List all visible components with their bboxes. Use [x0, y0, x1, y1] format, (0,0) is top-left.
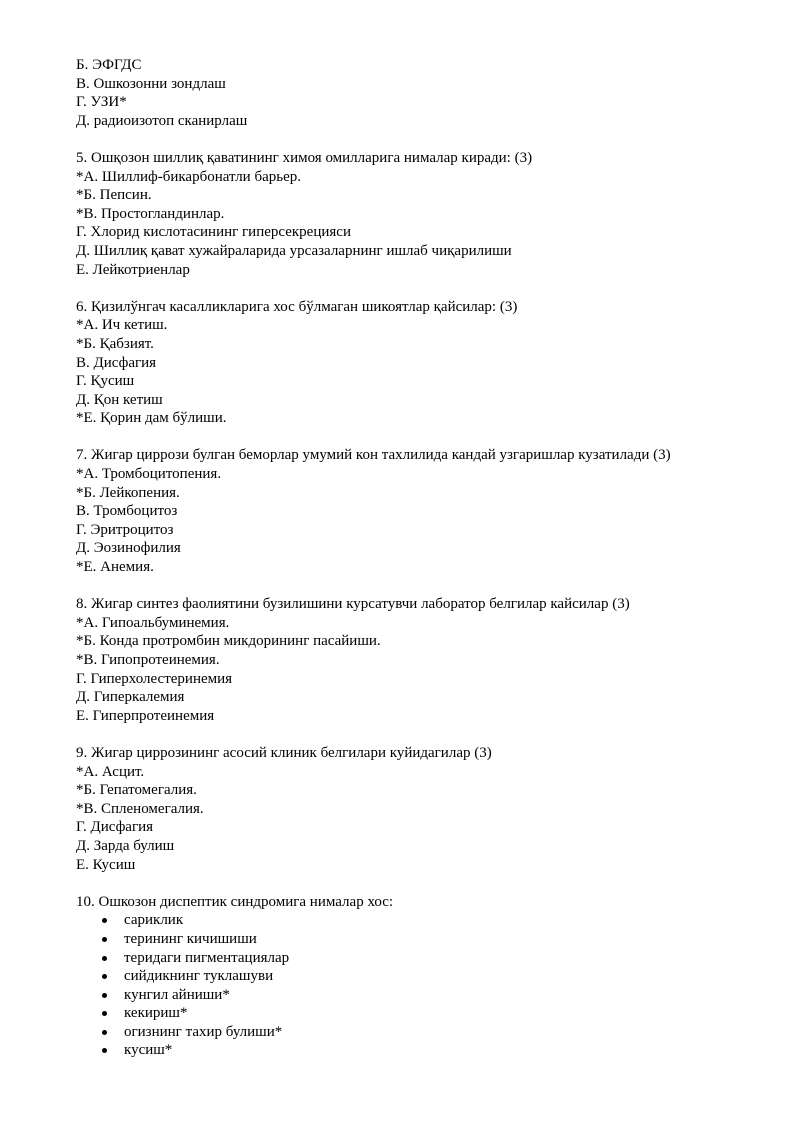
- bullet-item: [76, 1041, 766, 1060]
- answer-option: *В. Простогландинлар.: [76, 205, 225, 222]
- answer-option: *Б. Лейкопения.: [76, 484, 180, 501]
- bullet-icon: [102, 956, 107, 961]
- question-4-tail: [76, 56, 766, 130]
- answer-option: *Б. Қабзият.: [76, 335, 154, 352]
- bullet-item: [76, 967, 766, 986]
- answer-option: *Б. Гепатомегалия.: [76, 782, 197, 799]
- answer-option: Д. Шиллиқ қават хужайраларида урсазаларнинг ишлаб чиқарилиши: [76, 242, 512, 259]
- answer-option: В. Ошкозонни зондлаш: [76, 75, 226, 92]
- answer-option: *В. Гипопротеинемия.: [76, 652, 220, 668]
- document-page: [76, 56, 766, 1079]
- bullet-item: [76, 1023, 766, 1042]
- bullet-text: кекириш*: [124, 1005, 188, 1022]
- question-text: 6. Қизилўнгач касалликларига хос бўлмаган шикоятлар қайсилар: (3): [76, 298, 518, 315]
- bullet-item: [76, 986, 766, 1005]
- answer-option: *А. Тромбоцитопения.: [76, 466, 222, 483]
- answer-option: *Б. Пепсин.: [76, 187, 152, 204]
- bullet-item: [76, 930, 766, 949]
- answer-option: *Е. Қорин дам бўлиши.: [76, 410, 227, 427]
- answer-option: Д. Зарда булиш: [76, 837, 175, 854]
- question-text: 7. Жигар циррози булган беморлар умумий кон тахлилида кандай узгаришлар кузатилади (3): [76, 447, 671, 464]
- answer-option: *А. Асцит.: [76, 763, 145, 780]
- bullet-icon: [102, 993, 107, 998]
- bullet-text: терининг кичишиши: [124, 930, 257, 947]
- question-8: [76, 595, 766, 725]
- answer-option: Е. Лейкотриенлар: [76, 261, 190, 278]
- answer-option: Е. Кусиш: [76, 856, 136, 873]
- answer-option: В. Тромбоцитоз: [76, 503, 178, 520]
- bullet-icon: [102, 1048, 107, 1053]
- answer-option: Г. Дисфагия: [76, 819, 154, 836]
- bullet-item: [76, 911, 766, 930]
- answer-option: Д. Эозинофилия: [76, 540, 181, 557]
- answer-option: *А. Шиллиф-бикарбонатли барьер.: [76, 168, 301, 185]
- answer-option: *Б. Конда протромбин микдорининг пасайиши.: [76, 633, 381, 650]
- bullet-icon: [102, 937, 107, 942]
- answer-option: *Е. Анемия.: [76, 559, 154, 576]
- bullet-text: кунгил айниши*: [124, 986, 230, 1003]
- question-6: [76, 298, 766, 428]
- answer-option: Г. Эритроцитоз: [76, 521, 174, 538]
- answer-option: Д. радиоизотоп сканирлаш: [76, 112, 248, 129]
- bullet-icon: [102, 918, 107, 923]
- question-5: [76, 149, 766, 279]
- question-10: [76, 893, 766, 1060]
- question-9: [76, 744, 766, 874]
- bullet-item: [76, 1004, 766, 1023]
- question-text: 10. Ошкозон диспептик синдромига нималар хос:: [76, 893, 394, 910]
- answer-option: Б. ЭФГДС: [76, 57, 142, 73]
- question-text: 5. Ошқозон шиллиқ қаватининг химоя омилларига нималар киради: (3): [76, 149, 533, 166]
- answer-option: Г. УЗИ*: [76, 94, 127, 111]
- bullet-icon: [102, 974, 107, 979]
- answer-option: *А. Гипоальбуминемия.: [76, 614, 230, 631]
- answer-option: В. Дисфагия: [76, 354, 157, 371]
- question-text: 8. Жигар синтез фаолиятини бузилишини курсатувчи лаборатор белгилар кайсилар (3): [76, 596, 630, 613]
- answer-option: Г. Қусиш: [76, 373, 135, 390]
- answer-option: Д. Гиперкалемия: [76, 689, 185, 706]
- bullet-text: сийдикнинг туклашуви: [124, 968, 274, 985]
- question-7: [76, 446, 766, 576]
- answer-option: Г. Хлорид кислотасининг гиперсекрецияси: [76, 224, 351, 241]
- question-text: 9. Жигар циррозининг асосий клиник белгилари куйидагилар (3): [76, 744, 492, 761]
- answer-option: Е. Гиперпротеинемия: [76, 707, 215, 724]
- bullet-item: [76, 949, 766, 968]
- answer-option: Г. Гиперхолестеринемия: [76, 670, 233, 687]
- answer-option: *А. Ич кетиш.: [76, 317, 168, 334]
- answer-option: Д. Қон кетиш: [76, 391, 163, 408]
- bullet-text: сариклик: [124, 912, 184, 929]
- bullet-icon: [102, 1030, 107, 1035]
- bullet-text: кусиш*: [124, 1042, 173, 1059]
- bullet-text: теридаги пигментациялар: [124, 949, 290, 966]
- bullet-icon: [102, 1011, 107, 1016]
- answer-option: *В. Спленомегалия.: [76, 800, 204, 817]
- bullet-list: [76, 911, 766, 1060]
- bullet-text: огизнинг тахир булиши*: [124, 1023, 283, 1040]
